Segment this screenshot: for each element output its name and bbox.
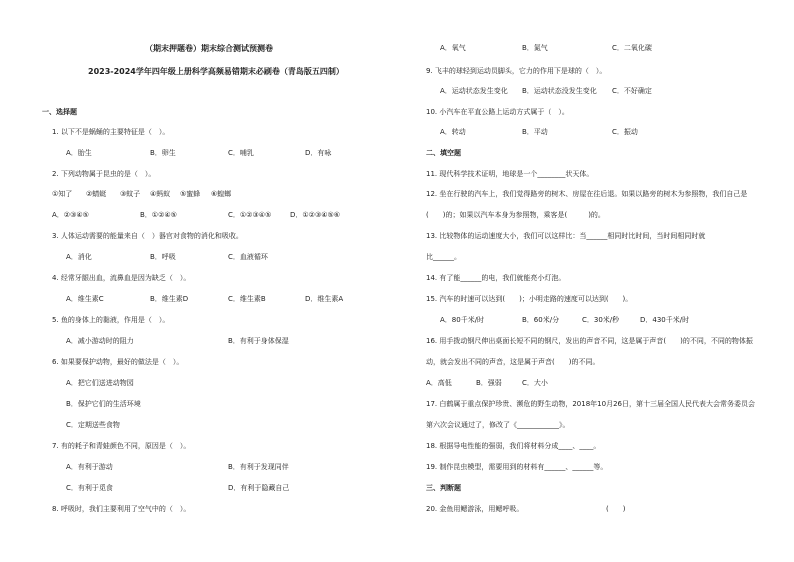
- item: ⑥蝗螂: [211, 190, 232, 198]
- question-6: 6. 如果要保护动物，最好的做法是（ ）。: [52, 358, 184, 366]
- question-5: 5. 鱼的身体上的黏液，作用是（ ）。: [52, 316, 170, 324]
- question-17-cont: 第六次会议通过了，修改了《____________》。: [426, 421, 570, 429]
- question-16: 16. 用手拨动钢尺伸出桌面长短不同的钢尺，发出的声音不同，这是属于声音( )的不同，不同的物体振: [426, 337, 753, 345]
- option: C．血液循环: [228, 253, 268, 261]
- option: A．减小游动时的阻力: [66, 337, 134, 345]
- option: A．高低: [426, 379, 452, 387]
- question-8: 8. 呼吸时，我们主要利用了空气中的（ ）。: [52, 505, 191, 513]
- option: D．有咏: [305, 149, 332, 157]
- section-heading-judge: 三、判断题: [426, 484, 461, 492]
- option: B．60米/分: [522, 316, 560, 324]
- question-7: 7. 有的耗子和青蛙颜色不同，原因是（ ）。: [52, 442, 191, 450]
- option: C．大小: [522, 379, 548, 387]
- option: C．30米/秒: [582, 316, 620, 324]
- option: D．430千米/时: [640, 316, 690, 324]
- option: B．保护它们的生活环境: [66, 400, 141, 408]
- item: ②蜻蜓: [86, 190, 107, 198]
- option: B．①②④⑤: [140, 211, 177, 219]
- option: C．维生素B: [228, 295, 266, 303]
- option: B．呼吸: [150, 253, 176, 261]
- option: B．平动: [522, 128, 548, 136]
- option: C．二氧化碳: [612, 44, 652, 52]
- question-4: 4. 经常牙龈出血，流鼻血是因为缺乏（ ）。: [52, 274, 191, 282]
- question-11: 11. 现代科学技术证明，地球是一个________状天体。: [426, 170, 594, 178]
- option: A．维生素C: [66, 295, 104, 303]
- option: D．维生素A: [305, 295, 344, 303]
- option: B．氮气: [522, 44, 548, 52]
- option: C．振动: [612, 128, 638, 136]
- question-10: 10. 小汽车在平直公路上运动方式属于（ ）。: [426, 108, 569, 116]
- question-18: 18. 根据导电性能的强弱，我们将材料分成____、____。: [426, 442, 601, 450]
- question-17: 17. 白鹤属于重点保护珍贵、濒危的野生动物，2018年10月26日，第十三届全国人民代表大会常务委员会: [426, 400, 755, 408]
- option: B．维生素D: [150, 295, 189, 303]
- question-13-cont: 比______。: [426, 253, 461, 261]
- question-15: 15. 汽车的时速可以达到( )；小明走路的速度可以达到( )。: [426, 295, 633, 303]
- option: B．有利于身体保湿: [228, 337, 289, 345]
- section-heading-choice: 一、选择题: [42, 108, 77, 116]
- item: ⑤蜜蜂: [180, 190, 201, 198]
- question-12-cont: ( )的；如果以汽车本身为参照物，乘客是( )的。: [426, 211, 605, 219]
- option: A．胎生: [66, 149, 92, 157]
- answer-bracket: ( ): [606, 505, 626, 513]
- question-1: 1. 以下不是蜗蛹的主要特征是（ ）。: [52, 128, 170, 136]
- question-14: 14. 有了能______的电，我们就能亮小灯泡。: [426, 274, 566, 282]
- page-title: （期末押题卷）期末综合测试预测卷: [145, 44, 273, 53]
- question-12: 12. 坐在行驶的汽车上，我们觉得路旁的树木、房屋在往后退。如果以路旁的树木为参照物，我们自己是: [426, 190, 748, 198]
- question-19: 19. 制作昆虫模型，需要用到的材料有______、______等。: [426, 463, 608, 471]
- option: B．运动状态没发生变化: [522, 87, 597, 95]
- page-subtitle: 2023-2024学年四年级上册科学高频易错期末必刷卷（青岛版五四制）: [88, 67, 344, 76]
- question-9: 9. 飞丰的球轻到运动员脚头，它力的作用下是球的（ ）。: [426, 67, 607, 75]
- question-13: 13. 比较物体的运动速度大小，我们可以这样比：当______相同时比时间，当时间相同时就: [426, 232, 706, 240]
- option: B．卵生: [150, 149, 176, 157]
- option: B．有利于发现同伴: [228, 463, 289, 471]
- option: C．哺乳: [228, 149, 254, 157]
- option: C．①②③④⑤: [228, 211, 272, 219]
- option: D．①②③④⑤⑥: [290, 211, 341, 219]
- question-20: 20. 金鱼用鳃游泳，用鳃呼吸。: [426, 505, 524, 513]
- item: ③蚊子: [120, 190, 141, 198]
- question-3: 3. 人体运动需要的能量来自（ ）器官对食物的消化和吸收。: [52, 232, 243, 240]
- section-heading-fill: 二、填空题: [426, 149, 461, 157]
- option: A．②③④⑤: [52, 211, 89, 219]
- option: A．转动: [440, 128, 466, 136]
- option: A．氧气: [440, 44, 466, 52]
- option: A．运动状态发生变化: [440, 87, 508, 95]
- question-2: 2. 下列动物属于昆虫的是（ ）。: [52, 170, 156, 178]
- option: B．强弱: [476, 379, 502, 387]
- item: ④蚂蚁: [150, 190, 171, 198]
- option: A．80千米/时: [440, 316, 485, 324]
- option: A．把它们送进动物园: [66, 379, 134, 387]
- option: C．有利于觅食: [66, 484, 113, 492]
- option: D．有利于隐藏自己: [228, 484, 290, 492]
- option: C．定期送些食物: [66, 421, 120, 429]
- option: C．不好确定: [612, 87, 652, 95]
- option: A．消化: [66, 253, 92, 261]
- question-16-cont: 动，就会发出不同的声音，这是属于声音( )的不同。: [426, 358, 600, 366]
- item: ①知了: [52, 190, 73, 198]
- option: A．有利于游动: [66, 463, 113, 471]
